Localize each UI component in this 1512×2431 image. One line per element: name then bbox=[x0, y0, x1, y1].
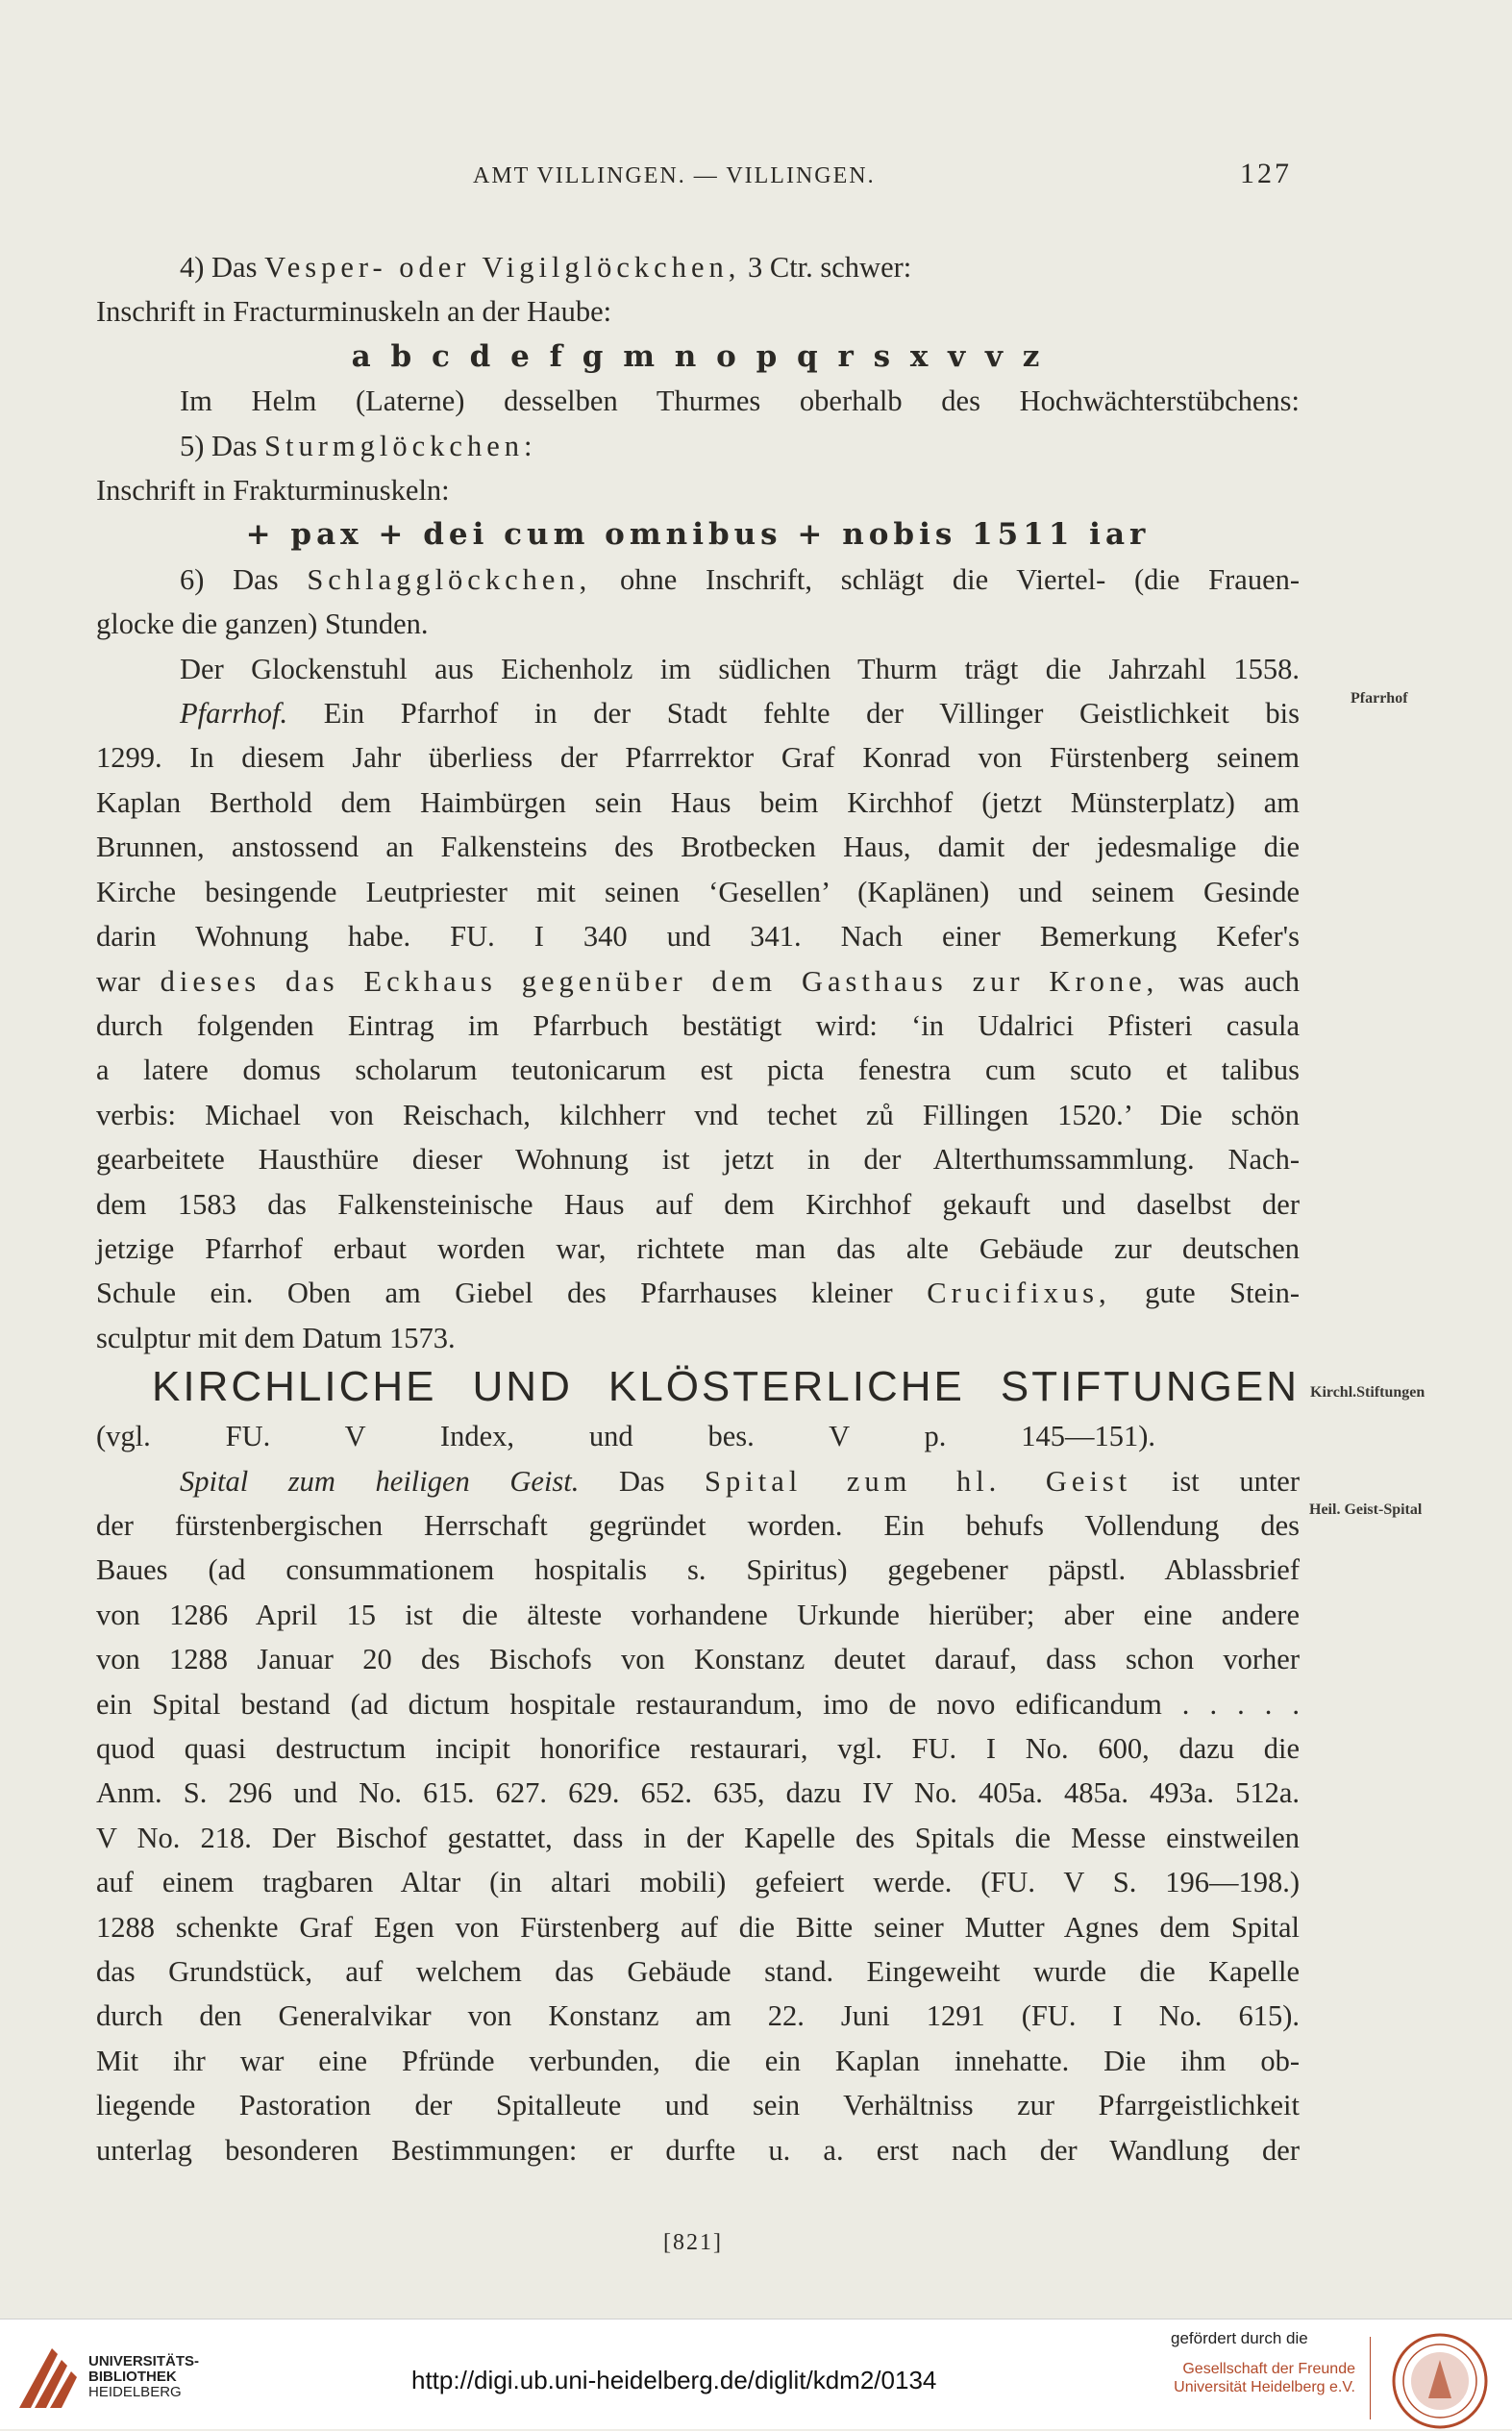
line-spital-16: unterlag besonderen Bestimmungen: er durfte u. a. erst nach der Wandlung der bbox=[96, 2133, 1300, 2167]
library-name-line: BIBLIOTHEK bbox=[88, 2369, 177, 2385]
paragraph-glockenstuhl: Der Glockenstuhl aus Eichenholz im südlichen Thurm trägt die Jahrzahl 1558. bbox=[180, 652, 1300, 685]
line-spital-7: quod quasi destructum incipit honorifice restaurari, vgl. FU. I No. 600, dazu die bbox=[96, 1732, 1300, 1765]
library-name bbox=[88, 2354, 199, 2400]
inscription-pax: + pax + dei cum omnibus + nobis 1511 iar bbox=[245, 517, 1151, 553]
margin-note-spital: Heil. Geist-Spital bbox=[1309, 1501, 1423, 1518]
text-run: war bbox=[96, 964, 140, 998]
paragraph-sturm bbox=[96, 424, 1300, 468]
line-pfarrhof-3: Kaplan Berthold dem Haimbürgen sein Haus beim Kirchhof (jetzt Münsterplatz) am bbox=[96, 785, 1300, 819]
line-spital-10: auf einem tragbaren Altar (in altari mobili) gefeiert werde. (FU. V S. 196—198.) bbox=[96, 1866, 1300, 1899]
library-logo-icon bbox=[13, 2341, 83, 2418]
line-pfarrhof-15: sculptur mit dem Datum 1573. bbox=[96, 1321, 456, 1354]
line-spital-3: Baues (ad consummationem hospitalis s. Spiritus) gegebener päpstl. Ablassbrief bbox=[96, 1553, 1300, 1587]
paragraph-vesper bbox=[96, 245, 1300, 289]
text-run: 4) Das bbox=[180, 251, 258, 284]
text-run: Das bbox=[619, 1464, 665, 1498]
paragraph-inschrift-1: Inschrift in Fracturminuskeln an der Haube: bbox=[96, 295, 612, 329]
text-run: Schule ein. Oben am Giebel des Pfarrhauses kleiner bbox=[96, 1277, 893, 1310]
text-run: ohne Inschrift, schlägt die Viertel- (die Frauen- bbox=[620, 562, 1301, 596]
line-pfarrhof-11: gearbeitete Hausthüre dieser Wohnung ist jetzt in der Alterthumssammlung. Nach- bbox=[96, 1143, 1300, 1177]
paragraph-schlag bbox=[96, 558, 1300, 602]
line-spital-5: von 1288 Januar 20 des Bischofs von Konstanz deutet darauf, dass schon vorher bbox=[96, 1643, 1300, 1676]
line-spital-1 bbox=[96, 1459, 1300, 1503]
line-spital-2: der fürstenbergischen Herrschaft gegründet worden. Ein behufs Vollendung des bbox=[96, 1508, 1300, 1542]
line-spital-6: ein Spital bestand (ad dictum hospitale restaurandum, imo de novo edificandum . . . . . bbox=[96, 1687, 1300, 1721]
spaced-text: Crucifixus, bbox=[927, 1277, 1111, 1310]
line-spital-14: Mit ihr war eine Pfründe verbunden, die ein Kaplan innehatte. Die ihm ob- bbox=[96, 2044, 1300, 2077]
library-name-line: UNIVERSITÄTS- bbox=[88, 2353, 200, 2369]
line-spital-4: von 1286 April 15 ist die älteste vorhandene Urkunde hierüber; aber eine andere bbox=[96, 1598, 1300, 1631]
line-pfarrhof-6: darin Wohnung habe. FU. I 340 und 341. Nach einer Bemerkung Kefer's bbox=[96, 920, 1300, 954]
line-spital-9: V No. 218. Der Bischof gestattet, dass in der Kapelle des Spitals die Messe einstweilen bbox=[96, 1821, 1300, 1854]
text-run: was auch bbox=[1178, 964, 1300, 998]
text-run: gute Stein- bbox=[1145, 1277, 1301, 1310]
text-run: 3 Ctr. schwer: bbox=[747, 251, 912, 284]
line-pfarrhof-7 bbox=[96, 959, 1300, 1004]
funded-by-label: gefördert durch die bbox=[1171, 2329, 1308, 2347]
digitization-bar bbox=[0, 2319, 1512, 2429]
italic-lead: Pfarrhof. bbox=[180, 697, 288, 731]
text-run: ist unter bbox=[1171, 1464, 1300, 1498]
society-name-line: Gesellschaft der Freunde bbox=[1182, 2361, 1355, 2377]
society-name-line: Universität Heidelberg e.V. bbox=[1174, 2379, 1355, 2395]
text-run: 6) Das bbox=[180, 562, 279, 596]
library-name-line: HEIDELBERG bbox=[88, 2384, 182, 2400]
university-seal-icon bbox=[1390, 2331, 1490, 2431]
line-pfarrhof-13: jetzige Pfarrhof erbaut worden war, richtete man das alte Gebäude zur deutschen bbox=[96, 1231, 1300, 1265]
society-name bbox=[1134, 2360, 1355, 2396]
margin-note-kirchl: Kirchl.Stiftungen bbox=[1310, 1384, 1425, 1401]
line-spital-15: liegende Pastoration der Spitalleute und sein Verhältniss zur Pfarrgeistlichkeit bbox=[96, 2089, 1300, 2122]
text-run: 5) Das bbox=[180, 429, 258, 462]
spaced-text: Vesper- oder Vigilglöckchen, bbox=[264, 251, 741, 284]
line-pfarrhof-14 bbox=[96, 1271, 1300, 1315]
line-pfarrhof-8: durch folgenden Eintrag im Pfarrbuch bestätigt wird: ‘in Udalrici Pfisteri casula bbox=[96, 1008, 1300, 1042]
paragraph-helm: Im Helm (Laterne) desselben Thurmes oberhalb des Hochwächterstübchens: bbox=[180, 384, 1300, 418]
spaced-text: Schlagglöckchen, bbox=[307, 562, 592, 596]
line-pfarrhof-1 bbox=[96, 691, 1300, 735]
italic-lead: Spital zum heiligen Geist. bbox=[180, 1464, 580, 1498]
page-number: 127 bbox=[1240, 158, 1292, 189]
margin-note-pfarrhof: Pfarrhof bbox=[1351, 690, 1408, 707]
spaced-text: dieses das Eckhaus gegenüber dem Gasthaus zur Krone, bbox=[160, 964, 1159, 998]
page-body bbox=[96, 245, 1300, 2172]
divider bbox=[1370, 2337, 1371, 2419]
footer-mark: [821] bbox=[663, 2230, 723, 2255]
line-pfarrhof-4: Brunnen, anstossend an Falkensteins des Brotbecken Haus, damit der jedesmalige die bbox=[96, 831, 1300, 864]
paragraph-schlag-cont: glocke die ganzen) Stunden. bbox=[96, 608, 429, 641]
line-pfarrhof-12: dem 1583 das Falkensteinische Haus auf dem Kirchhof gekauft und daselbst der bbox=[96, 1187, 1300, 1221]
paragraph-inschrift-2: Inschrift in Frakturminuskeln: bbox=[96, 474, 450, 508]
running-title: AMT VILLINGEN. — VILLINGEN. bbox=[473, 163, 876, 188]
section-heading: KIRCHLICHE UND KLÖSTERLICHE STIFTUNGEN bbox=[152, 1363, 1300, 1411]
line-pfarrhof-9: a latere domus scholarum teutonicarum est picta fenestra cum scuto et talibus bbox=[96, 1054, 1300, 1087]
line-spital-12: das Grundstück, auf welchem das Gebäude stand. Eingeweiht wurde die Kapelle bbox=[96, 1955, 1300, 1989]
section-subheading: (vgl. FU. V Index, und bes. V p. 145—151). bbox=[96, 1420, 1155, 1453]
line-spital-8: Anm. S. 296 und No. 615. 627. 629. 652. 635, dazu IV No. 405a. 485a. 493a. 512a. bbox=[96, 1776, 1300, 1810]
line-pfarrhof-2: 1299. In diesem Jahr überliess der Pfarrrektor Graf Konrad von Fürstenberg seinem bbox=[96, 741, 1300, 775]
line-spital-13: durch den Generalvikar von Konstanz am 22. Juni 1291 (FU. I No. 615). bbox=[96, 1999, 1300, 2033]
spaced-text: Spital zum hl. Geist bbox=[705, 1464, 1132, 1498]
line-spital-11: 1288 schenkte Graf Egen von Fürstenberg auf die Bitte seiner Mutter Agnes dem Spital bbox=[96, 1910, 1300, 1944]
line-pfarrhof-10: verbis: Michael von Reischach, kilchherr vnd techet zů Fillingen 1520.’ Die schön bbox=[96, 1098, 1300, 1131]
line-pfarrhof-5: Kirche besingende Leutpriester mit seinen ‘Gesellen’ (Kaplänen) und seinem Gesinde bbox=[96, 875, 1300, 908]
text-run: Ein Pfarrhof in der Stadt fehlte der Villinger Geistlichkeit bis bbox=[323, 697, 1300, 731]
inscription-alphabet: a b c d e f g m n o p q r s x v v z bbox=[351, 338, 1045, 374]
permalink[interactable]: http://digi.ub.uni-heidelberg.de/diglit/kdm2/0134 bbox=[411, 2366, 937, 2394]
spaced-text: Sturmglöckchen: bbox=[264, 429, 537, 462]
